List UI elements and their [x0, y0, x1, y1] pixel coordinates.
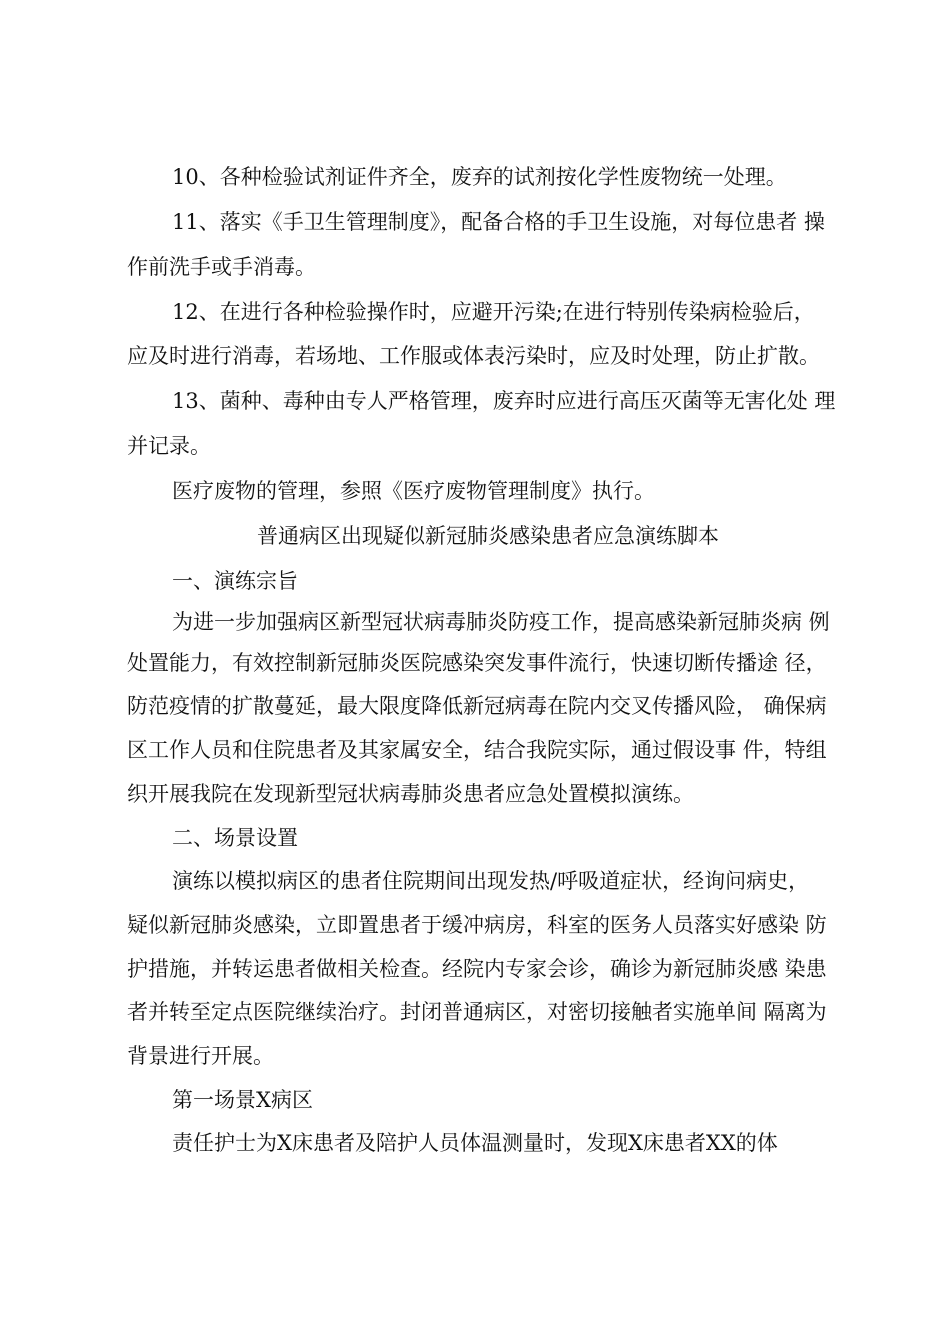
- text-line: 疑似新冠肺炎感染，立即置患者于缓冲病房，科室的医务人员落实好感染 防: [127, 913, 827, 937]
- text-line: 作前洗手或手消毒。: [127, 255, 316, 279]
- text-line: 者并转至定点医院继续治疗。封闭普通病区，对密切接触者实施单间 隔离为: [127, 1000, 827, 1024]
- text-line: 10、各种检验试剂证件齐全，废弃的试剂按化学性废物统一处理。: [172, 165, 787, 189]
- text-line: 织开展我院在发现新型冠状病毒肺炎患者应急处置模拟演练。: [127, 782, 694, 806]
- section-heading: 一、演练宗旨: [172, 569, 298, 593]
- text-line: 处置能力，有效控制新冠肺炎医院感染突发事件流行，快速切断传播途 径，: [127, 651, 827, 675]
- text-line: 区工作人员和住院患者及其家属安全，结合我院实际，通过假设事 件，特组: [127, 738, 827, 762]
- text-line: 责任护士为X床患者及陪护人员体温测量时，发现X床患者XX的体: [172, 1131, 778, 1155]
- text-line: 13、菌种、毒种由专人严格管理，废弃时应进行高压灭菌等无害化处 理: [172, 389, 836, 413]
- text-line: 为进一步加强病区新型冠状病毒肺炎防疫工作，提高感染新冠肺炎病 例: [172, 610, 830, 634]
- text-line: 背景进行开展。: [127, 1044, 274, 1068]
- text-line: 防范疫情的扩散蔓延，最大限度降低新冠病毒在院内交叉传播风险， 确保病: [127, 694, 827, 718]
- text-line: 应及时进行消毒，若场地、工作服或体表污染时，应及时处理，防止扩散。: [127, 344, 820, 368]
- text-line: 医疗废物的管理，参照《医疗废物管理制度》执行。: [172, 479, 655, 503]
- section-heading: 二、场景设置: [172, 826, 298, 850]
- text-line: 演练以模拟病区的患者住院期间出现发热/呼吸道症状，经询问病史，: [172, 869, 810, 893]
- text-line: 并记录。: [127, 434, 211, 458]
- text-line: 护措施，并转运患者做相关检查。经院内专家会诊，确诊为新冠肺炎感 染患: [127, 957, 827, 981]
- text-line: 12、在进行各种检验操作时，应避开污染;在进行特别传染病检验后，: [172, 300, 815, 324]
- section-title: 普通病区出现疑似新冠肺炎感染患者应急演练脚本: [257, 524, 719, 548]
- section-heading: 第一场景X病区: [172, 1088, 313, 1112]
- text-line: 11、落实《手卫生管理制度》，配备合格的手卫生设施，对每位患者 操: [172, 210, 825, 234]
